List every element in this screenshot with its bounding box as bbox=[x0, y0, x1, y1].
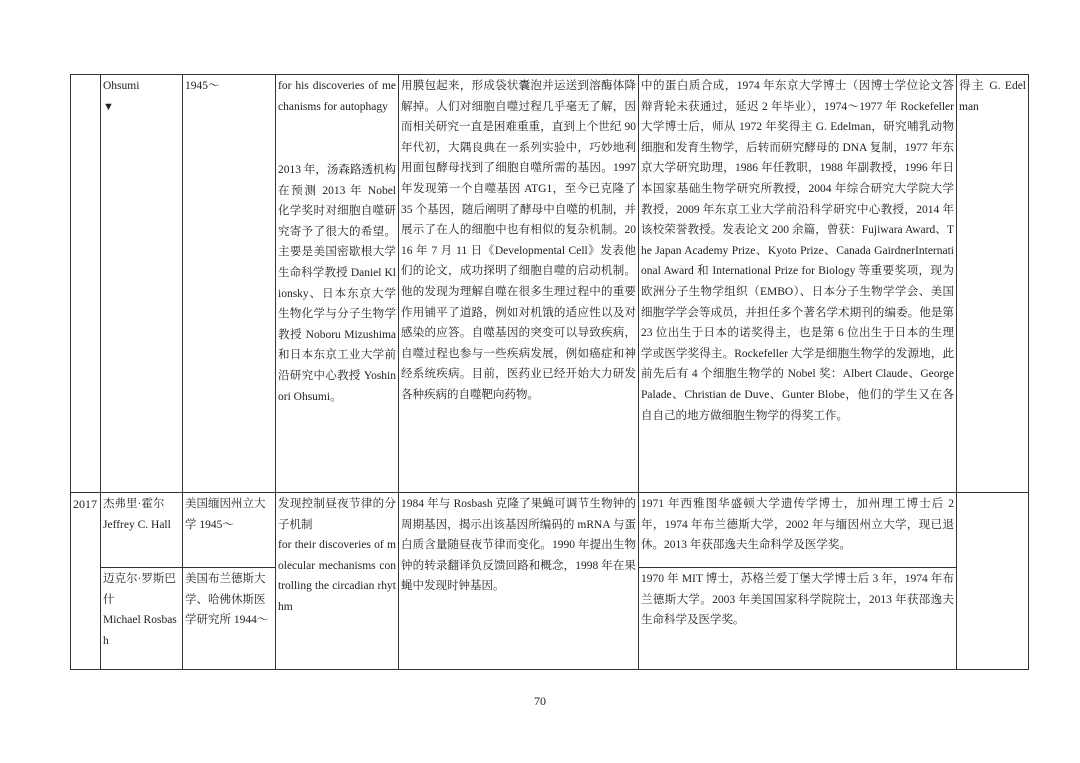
contribution-cell bbox=[276, 493, 399, 670]
laureate-name-cell bbox=[101, 493, 183, 568]
table-row bbox=[71, 75, 1029, 493]
contribution-en: for their discoveries of molecular mechanisms controlling the circadian rhythm bbox=[278, 539, 396, 613]
birth-cell: 1945～ bbox=[183, 75, 276, 493]
year-cell bbox=[71, 75, 101, 493]
laureate-name-cn: 迈克尔·罗斯巴什 bbox=[103, 573, 176, 606]
bio-cell: 中的蛋白质合成，1974 年东京大学博士（因博士学位论文答辩背轮未获通过，延迟 2 年毕业），1974～1977 年 Rockefeller 大学博士后，师从 1972 年奖得主 G. Edelman，研究哺乳动物细胞和发育生物学，后转而研究酵母的 DNA 复制，1977 年东京大学研究助理，1986 年任教职，1988 年副教授，1996 年日本国家基础生物学研究所教授，2004 年综合研究大学院大学教授，2009 年东京工业大学前沿科学研究中心教授，2014 年该校荣誉教授。发表论文 200 余篇，曾获：Fujiwara Award、The Japan Academy Prize、Kyoto Prize、Canada GairdnerInternational Award 和 International Prize for Biology 等重要奖项，现为欧洲分子生物学组织（EMBO）、日本分子生物学学会、美国细胞学学会等成员，并担任多个著名学术期刊的编委。他是第 23 位出生于日本的诺奖得主，也是第 6 位出生于日本的生理学或医学奖得主。Rockefeller 大学是细胞生物学的发源地，此前先后有 4 个细胞生物学的 Nobel 奖：Albert Claude、George Palade、Christian de Duve、Gunter Blobe，他们的学生又在各自自己的地方做细胞生物学的得奖工作。 bbox=[639, 75, 957, 493]
table-row bbox=[71, 493, 1029, 568]
triangle-marker-icon: ▼ bbox=[103, 100, 114, 113]
laureate-cell bbox=[101, 75, 183, 493]
note-cell bbox=[957, 493, 1029, 670]
laureate-name-en: Ohsumi bbox=[103, 80, 140, 92]
laureate-name-en: Jeffrey C. Hall bbox=[103, 518, 171, 531]
contribution-en: for his discoveries of mechanisms for autophagy bbox=[278, 80, 396, 113]
laureate-name-cell bbox=[101, 568, 183, 670]
research-cell: 用膜包起来，形成袋状囊泡并运送到溶酶体降解掉。人们对细胞自噬过程几乎毫无了解，因而相关研究一直是困难重重，直到上个世纪 90 年代初，大隅良典在一系列实验中，巧妙地利用面包酵母找到了细胞自噬所需的基因。1997 年发现第一个自噬基因 ATG1，至今已克隆了 35 个基因，随后阐明了酵母中自噬的机制，并展示了在人的细胞中也有相似的复杂机制。2016 年 7 月 11 日《Developmental Cell》发表他们的论文，成功探明了细胞自噬的启动机制。他的发现为理解自噬在很多生理过程中的重要作用铺平了道路，例如对机饿的适应性以及对感染的应答。自噬基因的突变可以导致疾病，自噬过程也参与一些疾病发展，例如癌症和神经系统疾病。目前，医药业已经开始大力研发各种疾病的自噬靶向药物。 bbox=[399, 75, 639, 493]
page-number: 70 bbox=[534, 694, 546, 708]
contribution-cn: 发现控制昼夜节律的分子机制 bbox=[278, 498, 396, 531]
note-cell: 得主 G. Edelman bbox=[957, 75, 1029, 493]
contribution-note: 2013 年，汤森路透机构在预测 2013 年 Nobel 化学奖时对细胞自噬研究寄予了很大的希望。主要是美国密歇根大学生命科学教授 Daniel Klionsky、日本东京大学生物化学与分子生物学教授 Noboru Mizushima 和日本东京工业大学前沿研究中心教授 Yoshinori Ohsumi。 bbox=[278, 164, 396, 403]
research-cell: 1984 年与 Rosbash 克隆了果蝇可调节生物钟的周期基因，揭示出该基因所编码的 mRNA 与蛋白质含量随昼夜节律而变化。1990 年提出生物钟的转录翻译负反馈回路和概念，1998 年在果蝇中发现时钟基因。 bbox=[399, 493, 639, 670]
contribution-cell bbox=[276, 75, 399, 493]
laureate-name-cn: 杰弗里·霍尔 bbox=[103, 498, 165, 510]
laureate-name-en: Michael Rosbash bbox=[103, 614, 177, 647]
nobel-laureates-table bbox=[70, 74, 1029, 670]
affiliation-cell: 美国布兰德斯大学、哈佛休斯医学研究所 1944～ bbox=[183, 568, 276, 670]
affiliation-cell: 美国缅因州立大学 1945～ bbox=[183, 493, 276, 568]
year-cell: 2017 bbox=[71, 493, 101, 670]
bio-cell: 1970 年 MIT 博士，苏格兰爱丁堡大学博士后 3 年，1974 年布兰德斯大学。2003 年美国国家科学院院士，2013 年获邵逸夫生命科学及医学奖。 bbox=[639, 568, 957, 670]
bio-cell: 1971 年西雅图华盛顿大学遗传学博士，加州理工博士后 2 年，1974 年布兰德斯大学，2002 年与缅因州立大学，现已退休。2013 年获邵逸夫生命科学及医学奖。 bbox=[639, 493, 957, 568]
